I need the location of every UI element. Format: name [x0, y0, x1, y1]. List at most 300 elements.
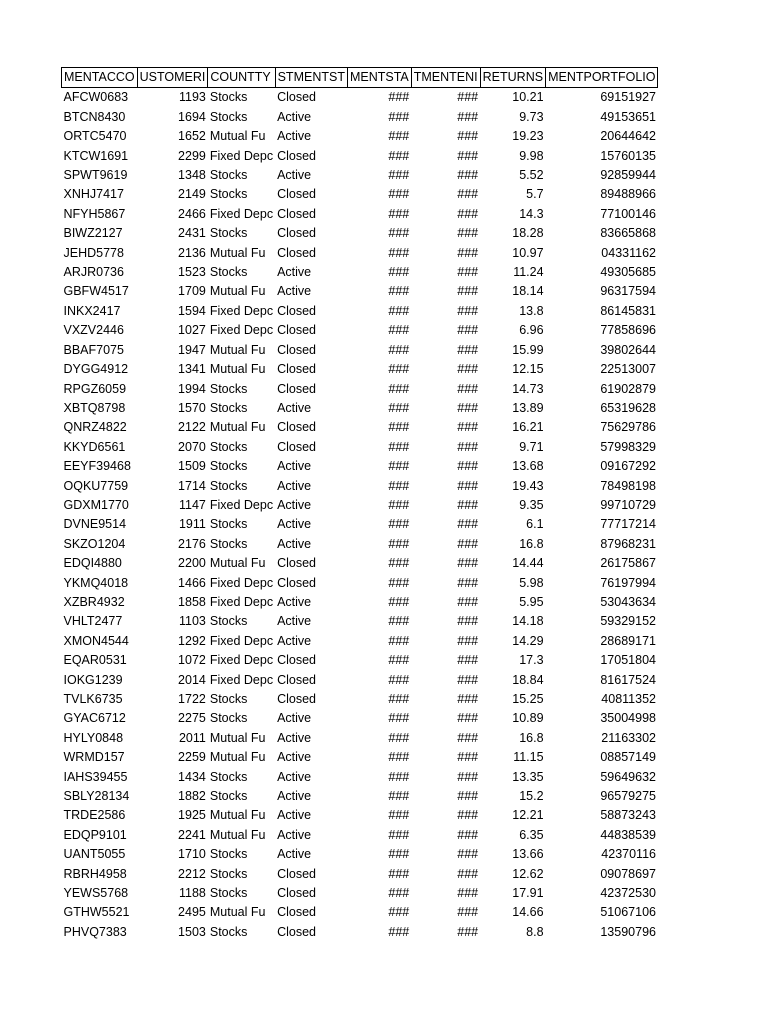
table-cell[interactable]: 1509 — [178, 459, 206, 474]
table-cell[interactable]: Mutual Fu — [209, 245, 266, 260]
table-cell[interactable]: 69151927 — [600, 90, 656, 105]
table-cell[interactable]: 96579275 — [600, 789, 656, 804]
table-cell[interactable]: 1570 — [178, 400, 206, 415]
table-cell[interactable]: ### — [388, 750, 410, 765]
table-cell[interactable]: ### — [457, 808, 479, 823]
table-cell[interactable]: 1694 — [178, 109, 206, 124]
table-cell[interactable]: 2241 — [178, 827, 206, 842]
table-cell[interactable]: 59649632 — [600, 769, 656, 784]
table-cell[interactable]: Mutual Fu — [209, 556, 266, 571]
table-cell[interactable]: ### — [457, 847, 479, 862]
table-cell[interactable]: ### — [388, 633, 410, 648]
table-cell[interactable]: 57998329 — [600, 439, 656, 454]
table-cell[interactable]: ### — [457, 556, 479, 571]
table-cell[interactable]: ### — [388, 265, 410, 280]
table-cell[interactable]: Mutual Fu — [209, 420, 266, 435]
table-cell[interactable]: Stocks — [209, 478, 248, 493]
table-cell[interactable]: ### — [388, 924, 410, 939]
table-cell[interactable]: 1072 — [178, 653, 206, 668]
table-cell[interactable]: ### — [457, 362, 479, 377]
table-cell[interactable]: 1882 — [178, 789, 206, 804]
table-cell[interactable]: Closed — [277, 303, 317, 318]
table-cell[interactable]: 44838539 — [600, 827, 656, 842]
table-cell[interactable]: 1434 — [178, 769, 206, 784]
table-cell[interactable]: 1722 — [178, 692, 206, 706]
table-cell[interactable]: EDQP9101 — [63, 827, 127, 842]
table-cell[interactable]: ### — [388, 323, 410, 338]
table-cell[interactable]: Active — [277, 614, 312, 629]
table-cell[interactable]: Closed — [277, 672, 317, 687]
table-cell[interactable]: ### — [388, 420, 410, 435]
table-cell[interactable]: Stocks — [209, 536, 248, 551]
table-cell[interactable]: 39802644 — [600, 342, 656, 357]
table-cell[interactable]: ### — [388, 556, 410, 571]
table-cell[interactable]: 10.97 — [512, 245, 544, 260]
table-cell[interactable]: 1858 — [178, 594, 206, 609]
table-cell[interactable]: Stocks — [209, 168, 248, 183]
table-cell[interactable]: SPWT9619 — [63, 168, 128, 183]
table-cell[interactable]: TVLK6735 — [63, 692, 123, 706]
table-cell[interactable]: 1027 — [178, 323, 206, 338]
table-cell[interactable]: 96317594 — [600, 284, 656, 299]
table-cell[interactable]: 89488966 — [600, 187, 656, 202]
header-cell[interactable]: USTOMERI — [137, 68, 208, 88]
table-cell[interactable]: 1348 — [178, 168, 206, 183]
table-cell[interactable]: 19.23 — [512, 129, 544, 144]
table-cell[interactable]: Mutual Fu — [209, 730, 266, 745]
table-cell[interactable]: Active — [277, 168, 312, 183]
table-cell[interactable]: Active — [277, 459, 312, 474]
table-cell[interactable]: 17051804 — [600, 653, 656, 668]
table-cell[interactable]: Stocks — [209, 711, 248, 726]
table-cell[interactable]: WRMD157 — [63, 750, 125, 765]
table-cell[interactable]: Stocks — [209, 692, 248, 706]
table-cell[interactable]: ### — [388, 653, 410, 668]
table-cell[interactable]: BTCN8430 — [63, 109, 126, 124]
table-cell[interactable]: Stocks — [209, 614, 248, 629]
table-cell[interactable]: Closed — [277, 148, 317, 163]
table-cell[interactable]: 19.43 — [512, 478, 544, 493]
table-cell[interactable]: 10.21 — [512, 90, 544, 105]
table-cell[interactable]: 15.99 — [512, 342, 544, 357]
table-cell[interactable]: Stocks — [209, 187, 248, 202]
table-cell[interactable]: ### — [457, 400, 479, 415]
table-cell[interactable]: Closed — [277, 206, 317, 221]
table-cell[interactable]: AFCW0683 — [63, 90, 129, 105]
table-cell[interactable]: Closed — [277, 653, 317, 668]
table-cell[interactable]: 1911 — [178, 517, 206, 532]
table-cell[interactable]: Fixed Depc — [209, 672, 274, 687]
table-cell[interactable]: ### — [457, 633, 479, 648]
table-cell[interactable]: 58873243 — [600, 808, 656, 823]
table-cell[interactable]: 99710729 — [600, 497, 656, 512]
table-cell[interactable]: Mutual Fu — [209, 750, 266, 765]
table-cell[interactable]: Fixed Depc — [209, 323, 274, 338]
table-cell[interactable]: QNRZ4822 — [63, 420, 127, 435]
table-cell[interactable]: ### — [388, 886, 410, 901]
table-cell[interactable]: 49305685 — [600, 265, 656, 280]
table-cell[interactable]: Active — [277, 847, 312, 862]
table-cell[interactable]: Active — [277, 594, 312, 609]
table-cell[interactable]: 21163302 — [601, 730, 656, 745]
table-cell[interactable]: Closed — [277, 90, 317, 105]
table-cell[interactable]: 1523 — [178, 265, 206, 280]
table-cell[interactable]: 5.95 — [519, 594, 544, 609]
table-cell[interactable]: Mutual Fu — [209, 827, 266, 842]
table-cell[interactable]: ### — [388, 497, 410, 512]
table-cell[interactable]: 75629786 — [600, 420, 656, 435]
table-cell[interactable]: ### — [388, 362, 410, 377]
table-cell[interactable]: ### — [388, 109, 410, 124]
table-cell[interactable]: 9.71 — [519, 439, 544, 454]
table-cell[interactable]: ### — [457, 653, 479, 668]
table-cell[interactable]: Mutual Fu — [209, 284, 266, 299]
table-cell[interactable]: ### — [388, 90, 410, 105]
table-cell[interactable]: ### — [388, 381, 410, 396]
table-cell[interactable]: 26175867 — [600, 556, 656, 571]
table-cell[interactable]: ### — [457, 342, 479, 357]
table-cell[interactable]: Closed — [277, 245, 317, 260]
table-cell[interactable]: Stocks — [209, 459, 248, 474]
table-cell[interactable]: IOKG1239 — [63, 672, 123, 687]
table-cell[interactable]: ### — [457, 265, 479, 280]
table-cell[interactable]: Closed — [277, 905, 317, 920]
table-cell[interactable]: ### — [388, 905, 410, 920]
table-cell[interactable]: 83665868 — [600, 226, 656, 241]
table-cell[interactable]: ### — [388, 439, 410, 454]
table-cell[interactable]: Active — [277, 730, 312, 745]
table-cell[interactable]: 2149 — [178, 187, 206, 202]
table-cell[interactable]: ### — [388, 187, 410, 202]
table-cell[interactable]: 5.52 — [519, 168, 544, 183]
table-cell[interactable]: Stocks — [209, 109, 248, 124]
table-cell[interactable]: GDXM1770 — [63, 497, 129, 512]
table-cell[interactable]: Active — [277, 517, 312, 532]
table-cell[interactable]: ### — [388, 808, 410, 823]
table-cell[interactable]: 1147 — [178, 497, 206, 512]
table-cell[interactable]: 42372530 — [600, 886, 656, 901]
table-cell[interactable]: Closed — [277, 886, 317, 901]
table-cell[interactable]: ### — [457, 148, 479, 163]
table-cell[interactable]: Fixed Depc — [209, 575, 274, 590]
table-cell[interactable]: 92859944 — [600, 168, 656, 183]
table-cell[interactable]: VHLT2477 — [63, 614, 123, 629]
table-cell[interactable]: Active — [277, 536, 312, 551]
table-cell[interactable]: Active — [277, 711, 312, 726]
table-cell[interactable]: Closed — [277, 323, 317, 338]
table-cell[interactable]: ### — [457, 226, 479, 241]
table-cell[interactable]: 2466 — [178, 206, 206, 221]
table-cell[interactable]: IAHS39455 — [63, 769, 128, 784]
table-cell[interactable]: Closed — [277, 866, 317, 881]
table-cell[interactable]: 87968231 — [600, 536, 656, 551]
table-cell[interactable]: 12.62 — [512, 866, 544, 881]
table-cell[interactable]: 9.35 — [519, 497, 544, 512]
table-cell[interactable]: ### — [457, 478, 479, 493]
table-cell[interactable]: 53043634 — [600, 594, 656, 609]
table-cell[interactable]: KTCW1691 — [63, 148, 129, 163]
table-cell[interactable]: Active — [277, 265, 312, 280]
table-cell[interactable]: GBFW4517 — [63, 284, 129, 299]
table-cell[interactable]: ### — [388, 517, 410, 532]
table-cell[interactable]: 20644642 — [600, 129, 656, 144]
table-cell[interactable]: 14.18 — [512, 614, 544, 629]
table-cell[interactable]: 1193 — [178, 90, 206, 105]
table-cell[interactable]: 11.15 — [513, 750, 544, 765]
table-cell[interactable]: ### — [388, 129, 410, 144]
table-cell[interactable]: ### — [457, 924, 479, 939]
table-cell[interactable]: ### — [388, 478, 410, 493]
table-cell[interactable]: 18.28 — [512, 226, 544, 241]
table-cell[interactable]: 14.3 — [519, 206, 544, 221]
header-cell[interactable]: MENTSTA — [347, 68, 411, 88]
table-cell[interactable]: 2431 — [178, 226, 206, 241]
table-cell[interactable]: 15760135 — [600, 148, 656, 163]
table-cell[interactable]: ### — [388, 459, 410, 474]
table-cell[interactable]: 2011 — [178, 730, 206, 745]
table-cell[interactable]: 1341 — [178, 362, 206, 377]
table-cell[interactable]: 59329152 — [600, 614, 656, 629]
table-cell[interactable]: 1709 — [178, 284, 206, 299]
table-cell[interactable]: Stocks — [209, 886, 248, 901]
table-cell[interactable]: Active — [277, 808, 312, 823]
table-cell[interactable]: 9.73 — [519, 109, 544, 124]
table-cell[interactable]: 1925 — [178, 808, 206, 823]
table-cell[interactable]: ### — [457, 109, 479, 124]
table-cell[interactable]: Stocks — [209, 226, 248, 241]
table-cell[interactable]: VXZV2446 — [63, 323, 124, 338]
table-cell[interactable]: 28689171 — [600, 633, 656, 648]
table-cell[interactable]: ### — [388, 536, 410, 551]
table-cell[interactable]: GTHW5521 — [63, 905, 130, 920]
table-cell[interactable]: Fixed Depc — [209, 594, 274, 609]
table-cell[interactable]: 13.8 — [519, 303, 544, 318]
table-cell[interactable]: KKYD6561 — [63, 439, 126, 454]
table-cell[interactable]: 1994 — [178, 381, 206, 396]
table-cell[interactable]: 10.89 — [512, 711, 544, 726]
table-cell[interactable]: 13.89 — [512, 400, 544, 415]
table-cell[interactable]: 1594 — [178, 303, 206, 318]
table-cell[interactable]: OQKU7759 — [63, 478, 129, 493]
table-cell[interactable]: ### — [457, 536, 479, 551]
table-cell[interactable]: ### — [388, 245, 410, 260]
table-cell[interactable]: 42370116 — [601, 847, 656, 862]
table-cell[interactable]: Active — [277, 769, 312, 784]
table-cell[interactable]: Active — [277, 827, 312, 842]
table-cell[interactable]: Closed — [277, 575, 317, 590]
table-cell[interactable]: 18.14 — [512, 284, 544, 299]
table-cell[interactable]: 13.66 — [512, 847, 544, 862]
table-cell[interactable]: DVNE9514 — [63, 517, 127, 532]
table-cell[interactable]: ### — [457, 614, 479, 629]
table-cell[interactable]: ### — [457, 381, 479, 396]
table-cell[interactable]: 2299 — [178, 148, 206, 163]
table-cell[interactable]: 2122 — [178, 420, 206, 435]
table-cell[interactable]: 14.44 — [512, 556, 544, 571]
table-cell[interactable]: ### — [457, 439, 479, 454]
table-cell[interactable]: ### — [457, 245, 479, 260]
table-cell[interactable]: 13.35 — [512, 769, 544, 784]
table-cell[interactable]: Closed — [277, 924, 317, 939]
table-cell[interactable]: ### — [388, 575, 410, 590]
table-cell[interactable]: 77717214 — [600, 517, 656, 532]
table-cell[interactable]: NFYH5867 — [63, 206, 126, 221]
table-cell[interactable]: ### — [457, 303, 479, 318]
table-cell[interactable]: ### — [388, 711, 410, 726]
table-cell[interactable]: XNHJ7417 — [63, 187, 124, 202]
table-cell[interactable]: Closed — [277, 187, 317, 202]
table-cell[interactable]: 1714 — [178, 478, 206, 493]
table-cell[interactable]: ### — [388, 866, 410, 881]
table-cell[interactable]: ### — [457, 459, 479, 474]
table-cell[interactable]: UANT5055 — [63, 847, 126, 862]
table-cell[interactable]: 61902879 — [600, 381, 656, 396]
table-cell[interactable]: ### — [457, 886, 479, 901]
table-cell[interactable]: ### — [388, 168, 410, 183]
table-cell[interactable]: 49153651 — [600, 109, 656, 124]
table-cell[interactable]: PHVQ7383 — [63, 924, 127, 939]
table-cell[interactable]: 1103 — [178, 614, 206, 629]
table-cell[interactable]: Stocks — [209, 439, 248, 454]
table-cell[interactable]: ### — [457, 168, 479, 183]
table-cell[interactable]: ### — [457, 769, 479, 784]
header-cell[interactable]: COUNTTY — [208, 68, 275, 88]
table-cell[interactable]: RPGZ6059 — [63, 381, 127, 396]
table-cell[interactable]: ### — [388, 769, 410, 784]
table-cell[interactable]: 1292 — [178, 633, 206, 648]
table-cell[interactable]: 18.84 — [512, 672, 544, 687]
table-cell[interactable]: ### — [388, 206, 410, 221]
table-cell[interactable]: Stocks — [209, 265, 248, 280]
table-cell[interactable]: Stocks — [209, 847, 248, 862]
table-cell[interactable]: 1652 — [178, 129, 206, 144]
table-cell[interactable]: Stocks — [209, 400, 248, 415]
table-cell[interactable]: 14.29 — [512, 633, 544, 648]
table-cell[interactable]: ### — [457, 323, 479, 338]
header-cell[interactable]: MENTPORTFOLIO — [546, 68, 658, 88]
table-cell[interactable]: ### — [457, 575, 479, 590]
table-cell[interactable]: Closed — [277, 439, 317, 454]
table-cell[interactable]: 1503 — [178, 924, 206, 939]
table-cell[interactable]: GYAC6712 — [63, 711, 126, 726]
table-cell[interactable]: 22513007 — [600, 362, 656, 377]
table-cell[interactable]: Closed — [277, 556, 317, 571]
table-cell[interactable]: 15.25 — [512, 692, 544, 706]
table-cell[interactable]: ### — [388, 303, 410, 318]
table-cell[interactable]: 2014 — [178, 672, 206, 687]
table-cell[interactable]: Fixed Depc — [209, 148, 274, 163]
table-cell[interactable]: 86145831 — [600, 303, 656, 318]
table-cell[interactable]: 35004998 — [600, 711, 656, 726]
table-cell[interactable]: ### — [388, 730, 410, 745]
table-cell[interactable]: Closed — [277, 342, 317, 357]
table-cell[interactable]: Active — [277, 633, 312, 648]
table-cell[interactable]: 08857149 — [600, 750, 656, 765]
table-cell[interactable]: 6.1 — [526, 517, 544, 532]
table-cell[interactable]: 5.7 — [526, 187, 544, 202]
table-cell[interactable]: ### — [388, 342, 410, 357]
table-cell[interactable]: 5.98 — [519, 575, 544, 590]
table-cell[interactable]: 16.8 — [519, 536, 544, 551]
table-cell[interactable]: 17.91 — [512, 886, 544, 901]
table-cell[interactable]: 15.2 — [519, 789, 544, 804]
table-cell[interactable]: BBAF7075 — [63, 342, 124, 357]
table-cell[interactable]: ### — [457, 905, 479, 920]
table-cell[interactable]: RBRH4958 — [63, 866, 127, 881]
table-cell[interactable]: 11.24 — [513, 265, 544, 280]
table-cell[interactable]: ### — [457, 129, 479, 144]
table-cell[interactable]: Mutual Fu — [209, 808, 266, 823]
table-cell[interactable]: 78498198 — [600, 478, 656, 493]
table-cell[interactable]: ### — [457, 517, 479, 532]
header-cell[interactable]: MENTACCO — [62, 68, 138, 88]
table-cell[interactable]: Stocks — [209, 789, 248, 804]
header-cell[interactable]: STMENTST — [275, 68, 347, 88]
table-cell[interactable]: Stocks — [209, 866, 248, 881]
table-cell[interactable]: ### — [457, 827, 479, 842]
table-cell[interactable]: Mutual Fu — [209, 342, 266, 357]
table-cell[interactable]: 2070 — [178, 439, 206, 454]
table-cell[interactable]: Closed — [277, 226, 317, 241]
table-cell[interactable]: ### — [457, 284, 479, 299]
table-cell[interactable]: YKMQ4018 — [63, 575, 129, 590]
table-cell[interactable]: 14.73 — [512, 381, 544, 396]
table-cell[interactable]: 2495 — [178, 905, 206, 920]
table-cell[interactable]: 1947 — [178, 342, 206, 357]
table-cell[interactable]: Closed — [277, 692, 317, 706]
table-cell[interactable]: ### — [457, 497, 479, 512]
table-cell[interactable]: 8.8 — [526, 924, 544, 939]
table-cell[interactable]: 2200 — [178, 556, 206, 571]
table-cell[interactable]: ### — [457, 730, 479, 745]
table-cell[interactable]: 14.66 — [512, 905, 544, 920]
table-cell[interactable]: 12.15 — [512, 362, 544, 377]
table-cell[interactable]: Stocks — [209, 924, 248, 939]
table-cell[interactable]: 09167292 — [600, 459, 656, 474]
table-cell[interactable]: ### — [457, 692, 479, 706]
table-cell[interactable]: Fixed Depc — [209, 303, 274, 318]
table-cell[interactable]: Closed — [277, 420, 317, 435]
table-cell[interactable]: TRDE2586 — [63, 808, 126, 823]
table-cell[interactable]: ### — [457, 866, 479, 881]
table-cell[interactable]: 2259 — [178, 750, 206, 765]
table-cell[interactable]: Fixed Depc — [209, 497, 274, 512]
table-cell[interactable]: ### — [457, 420, 479, 435]
table-cell[interactable]: Stocks — [209, 517, 248, 532]
table-cell[interactable]: ### — [388, 400, 410, 415]
table-cell[interactable]: DYGG4912 — [63, 362, 129, 377]
table-cell[interactable]: 16.8 — [519, 730, 544, 745]
table-cell[interactable]: EEYF39468 — [63, 459, 131, 474]
table-cell[interactable]: 2176 — [178, 536, 206, 551]
table-cell[interactable]: ORTC5470 — [63, 129, 127, 144]
table-cell[interactable]: ### — [457, 187, 479, 202]
table-cell[interactable]: Mutual Fu — [209, 129, 266, 144]
table-cell[interactable]: Mutual Fu — [209, 905, 266, 920]
table-cell[interactable]: EDQI4880 — [63, 556, 122, 571]
table-cell[interactable]: ### — [388, 789, 410, 804]
table-cell[interactable]: Stocks — [209, 90, 248, 105]
table-cell[interactable]: 09078697 — [600, 866, 656, 881]
table-cell[interactable]: 81617524 — [600, 672, 656, 687]
table-cell[interactable]: 17.3 — [519, 653, 544, 668]
table-cell[interactable]: Stocks — [209, 381, 248, 396]
table-cell[interactable]: Mutual Fu — [209, 362, 266, 377]
table-cell[interactable]: 6.35 — [519, 827, 544, 842]
table-cell[interactable]: Closed — [277, 381, 317, 396]
table-cell[interactable]: ### — [388, 148, 410, 163]
table-cell[interactable]: SBLY28134 — [63, 789, 130, 804]
